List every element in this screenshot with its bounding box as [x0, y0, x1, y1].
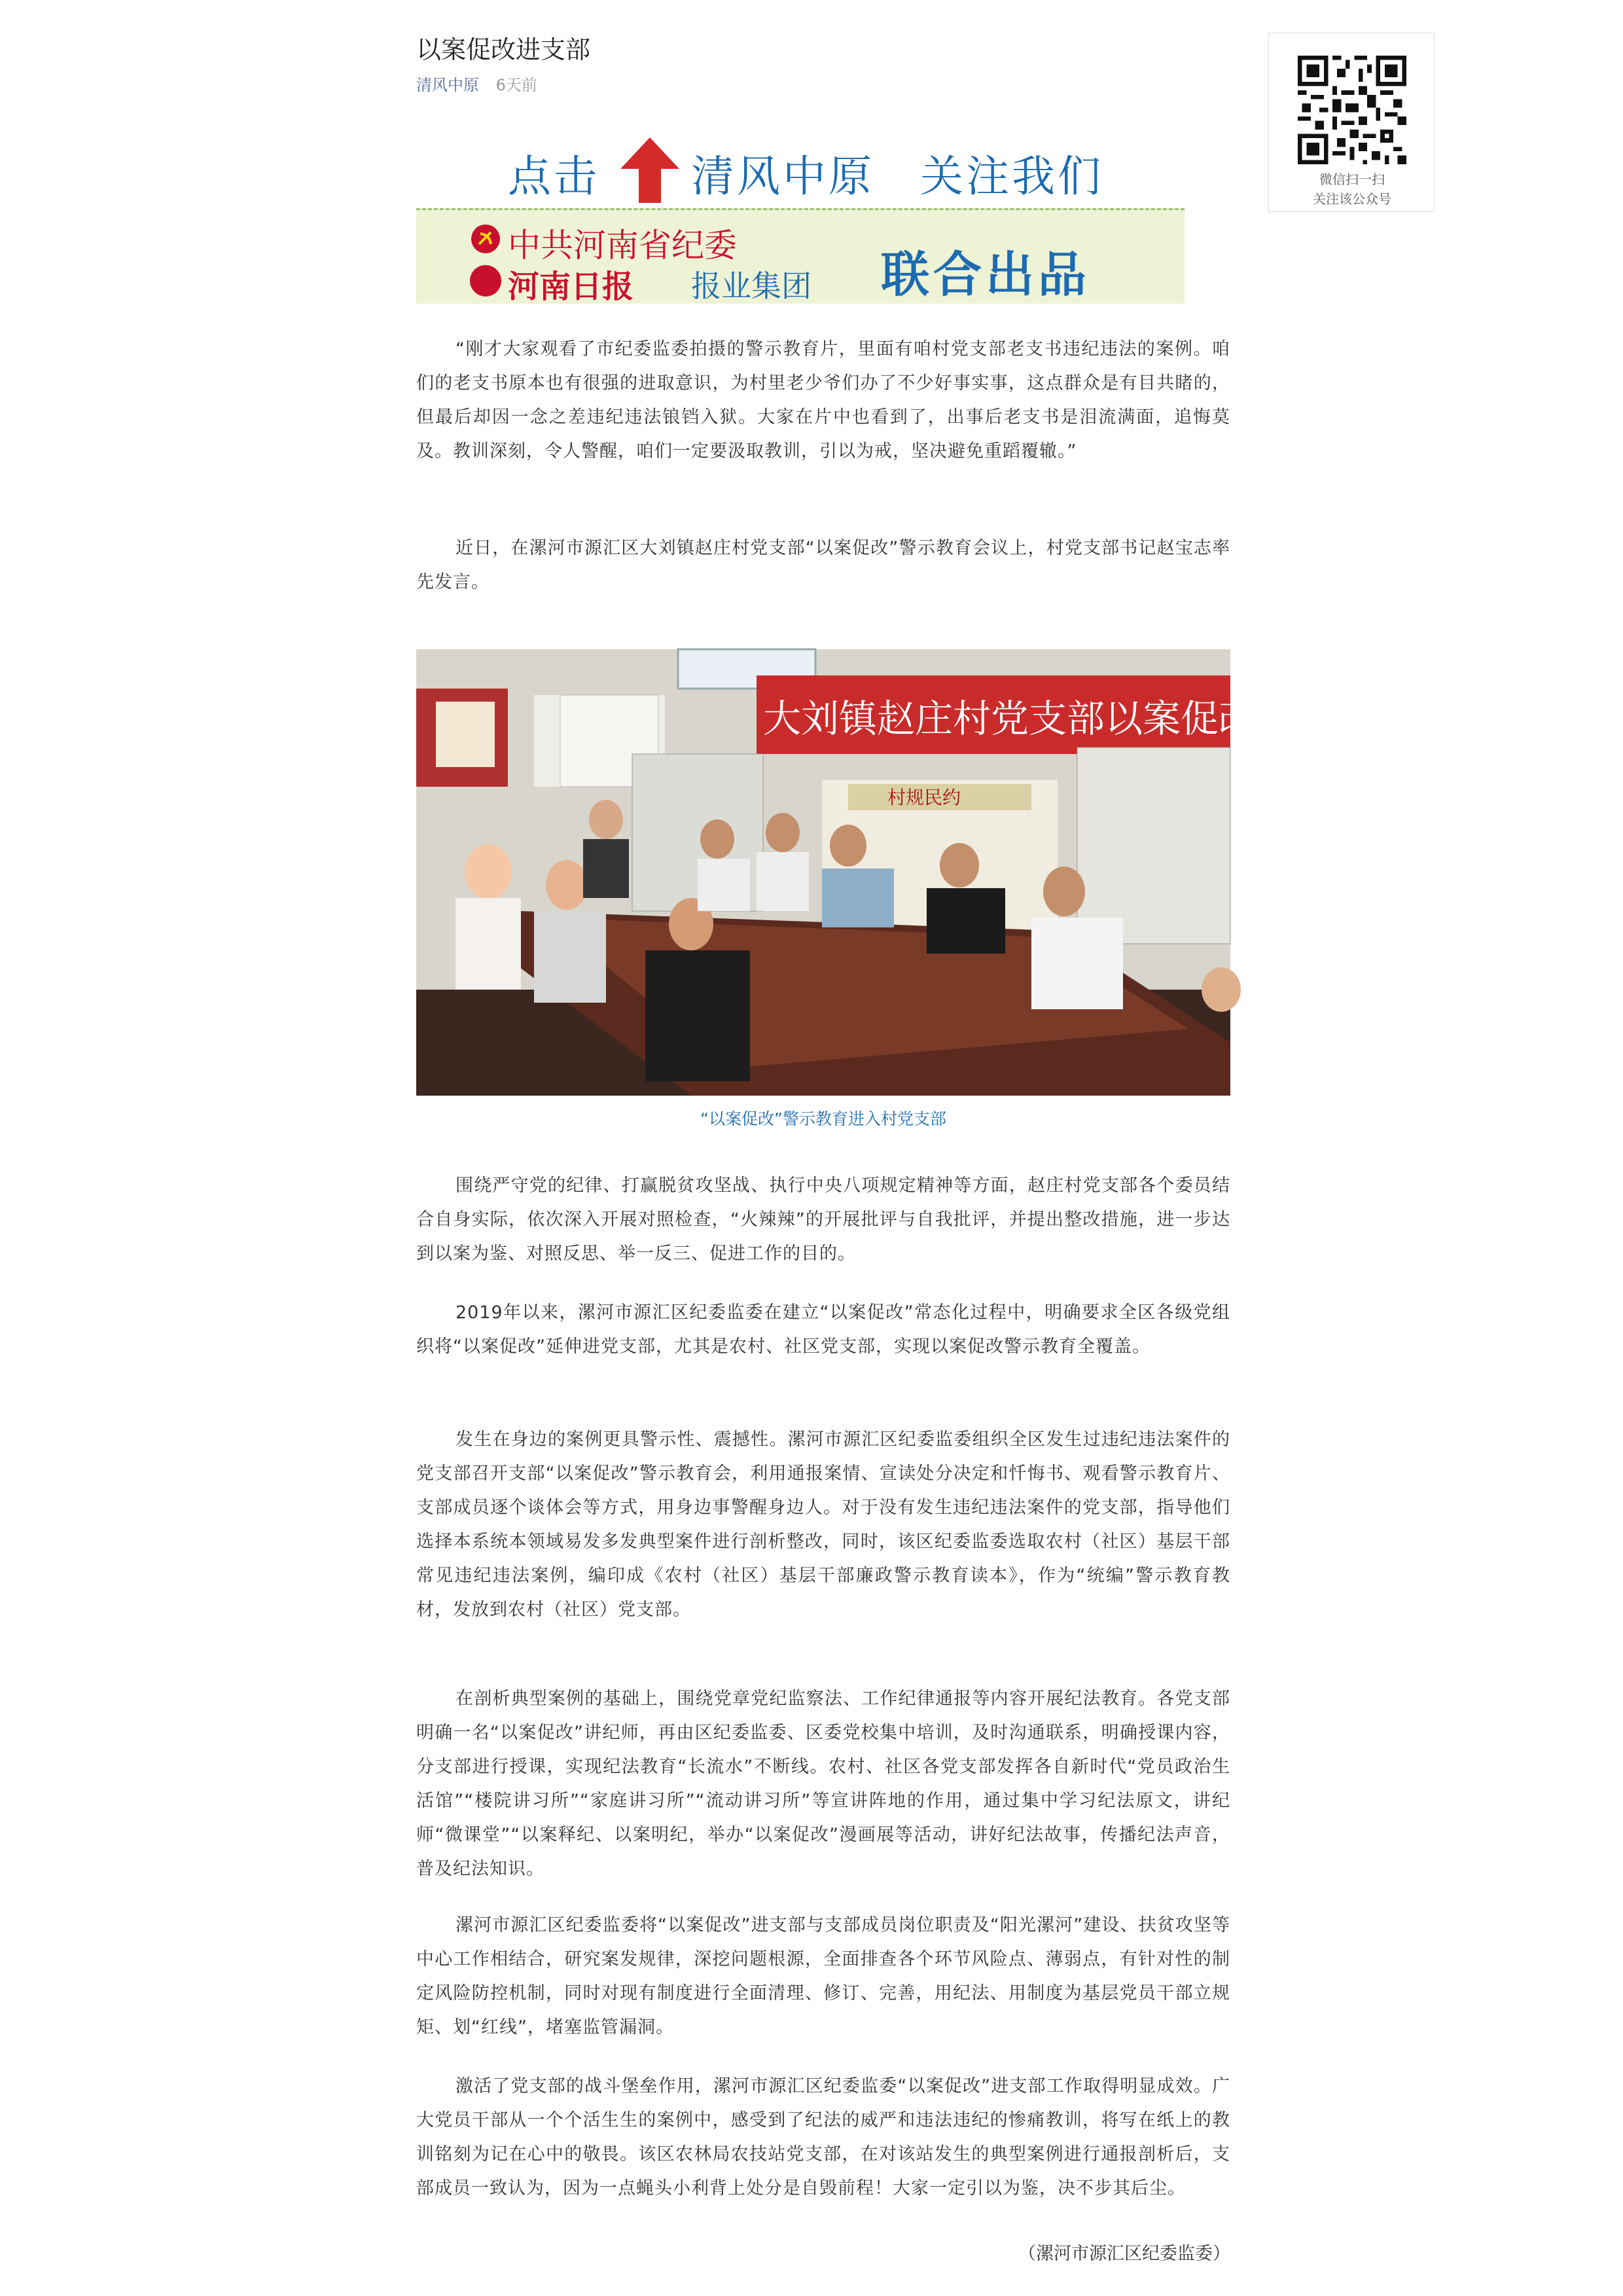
article-meta: [416, 73, 1230, 97]
paragraph-6: 在剖析典型案例的基础上，围绕党章党纪监察法、工作纪律通报等内容开展纪法教育。各党支部明确一名“以案促改”讲纪师，再由区纪委监委、区委党校集中培训，及时沟通联系，明确授课内容，分支部进行授课，实现纪法教育“长流水”不断线。农村、社区各党支部发挥各自新时代“党员政治生活馆”“楼院讲习所”“家庭讲习所”“流动讲习所”等宣讲阵地的作用，通过集中学习纪法原文，讲纪师“微课堂”“以案释纪、以案明纪，举办“以案促改”漫画展等活动，讲好纪法故事，传播纪法声音，普及纪法知识。: [416, 1689, 1230, 1879]
paragraph-1: “刚才大家观看了市纪委监委拍摄的警示教育片，里面有咱村党支部老支书违纪违法的案例。咱们的老支书原本也有很强的进取意识，为村里老少爷们办了不少好事实事，这点群众是有目共睹的，但最后却因一念之差违纪违法锒铛入狱。大家在片中也看到了，出事后老支书是泪流满面，追悔莫及。教训深刻，令人警醒，咱们一定要汲取教训，引以为戒，坚决避免重蹈覆辙。”: [416, 339, 1230, 461]
newspaper-name: 河南日报: [508, 268, 634, 305]
paragraph-7: 漯河市源汇区纪委监委将“以案促改”进支部与支部成员岗位职责及“阳光漯河”建设、扶贫攻坚等中心工作相结合，研究案发规律，深挖问题根源，全面排查各个环节风险点、薄弱点，有针对性的制定风险防控机制，同时对现有制度进行全面清理、修订、完善，用纪法、用制度为基层党员干部立规矩、划“红线”，堵塞监管漏洞。: [416, 1915, 1230, 2037]
paragraph-3: 围绕严守党的纪律、打赢脱贫攻坚战、执行中央八项规定精神等方面，赵庄村党支部各个委员结合自身实际，依次深入开展对照检查，“火辣辣”的开展批评与自我批评，并提出整改措施，进一步达到以案为鉴、对照反思、举一反三、促进工作的目的。: [416, 1175, 1230, 1264]
party-name: 中共河南省纪委: [508, 226, 737, 264]
publish-time: 6天前: [495, 76, 537, 94]
banner-click-text: 点击: [508, 151, 599, 202]
account-link[interactable]: 清风中原: [416, 76, 479, 94]
article-header: [416, 31, 1230, 97]
party-emblem-icon: [470, 223, 501, 255]
newspaper-logo-icon: [470, 265, 501, 296]
paragraph-8: 激活了党支部的战斗堡垒作用，漯河市源汇区纪委监委“以案促改”进支部工作取得明显成效。广大党员干部从一个个活生生的案例中，感受到了纪法的威严和违法违纪的惨痛教训，将写在纸上的教训铭刻为记在心中的敬畏。该区农林局农技站党支部，在对该站发生的典型案例进行通报剖析后，支部成员一致认为，因为一点蝇头小利背上处分是自毁前程！大家一定引以为鉴，决不步其后尘。: [416, 2076, 1230, 2198]
up-arrow-icon: [620, 137, 679, 203]
photo-board-text: 村规民约: [887, 787, 961, 808]
qr-caption: [1269, 170, 1435, 209]
qr-line-2: 关注该公众号: [1313, 191, 1391, 207]
paragraph-2: 近日，在漯河市源汇区大刘镇赵庄村党支部“以案促改”警示教育会议上，村党支部书记赵宝志率先发言。: [416, 538, 1230, 592]
banner-bottom: [416, 208, 1185, 304]
qr-line-1: 微信扫一扫: [1319, 171, 1385, 187]
photo-caption: “以案促改”警示教育进入村党支部: [700, 1109, 946, 1128]
joint-production-text: 联合出品: [881, 247, 1090, 303]
photo-banner-text: 大刘镇赵庄村党支部以案促改警示教育会: [763, 696, 1447, 741]
article-title: 以案促改进支部: [416, 35, 591, 64]
article-credit: （漯河市源汇区纪委监委）: [1018, 2244, 1230, 2264]
meeting-scene: [416, 649, 1447, 1096]
banner-name-text: 清风中原: [691, 151, 874, 202]
follow-banner[interactable]: [416, 130, 1185, 304]
paragraph-5: 发生在身边的案例更具警示性、震撼性。漯河市源汇区纪委监委组织全区发生过违纪违法案件的党支部召开支部“以案促改”警示教育会，利用通报案情、宣读处分决定和忏悔书、观看警示教育片、支部成员逐个谈体会等方式，用身边事警醒身边人。对于没有发生违纪违法案件的党支部，指导他们选择本系统本领域易发多发典型案件进行剖析整改，同时，该区纪委监委选取农村（社区）基层干部常见违纪违法案例，编印成《农村（社区）基层干部廉政警示教育读本》，作为“统编”警示教育教材，发放到农村（社区）党支部。: [416, 1429, 1230, 1620]
banner-top: [416, 130, 1185, 208]
banner-follow-text: 关注我们: [920, 151, 1103, 202]
newspaper-group: 报业集团: [691, 268, 812, 304]
qr-code-icon: [1298, 56, 1406, 164]
meeting-photo: [416, 649, 1447, 1096]
paragraph-4: 2019年以来，漯河市源汇区纪委监委在建立“以案促改”常态化过程中，明确要求全区各级党组织将“以案促改”延伸进党支部，尤其是农村、社区党支部，实现以案促改警示教育全覆盖。: [416, 1302, 1230, 1357]
qr-code-card[interactable]: [1268, 33, 1435, 212]
